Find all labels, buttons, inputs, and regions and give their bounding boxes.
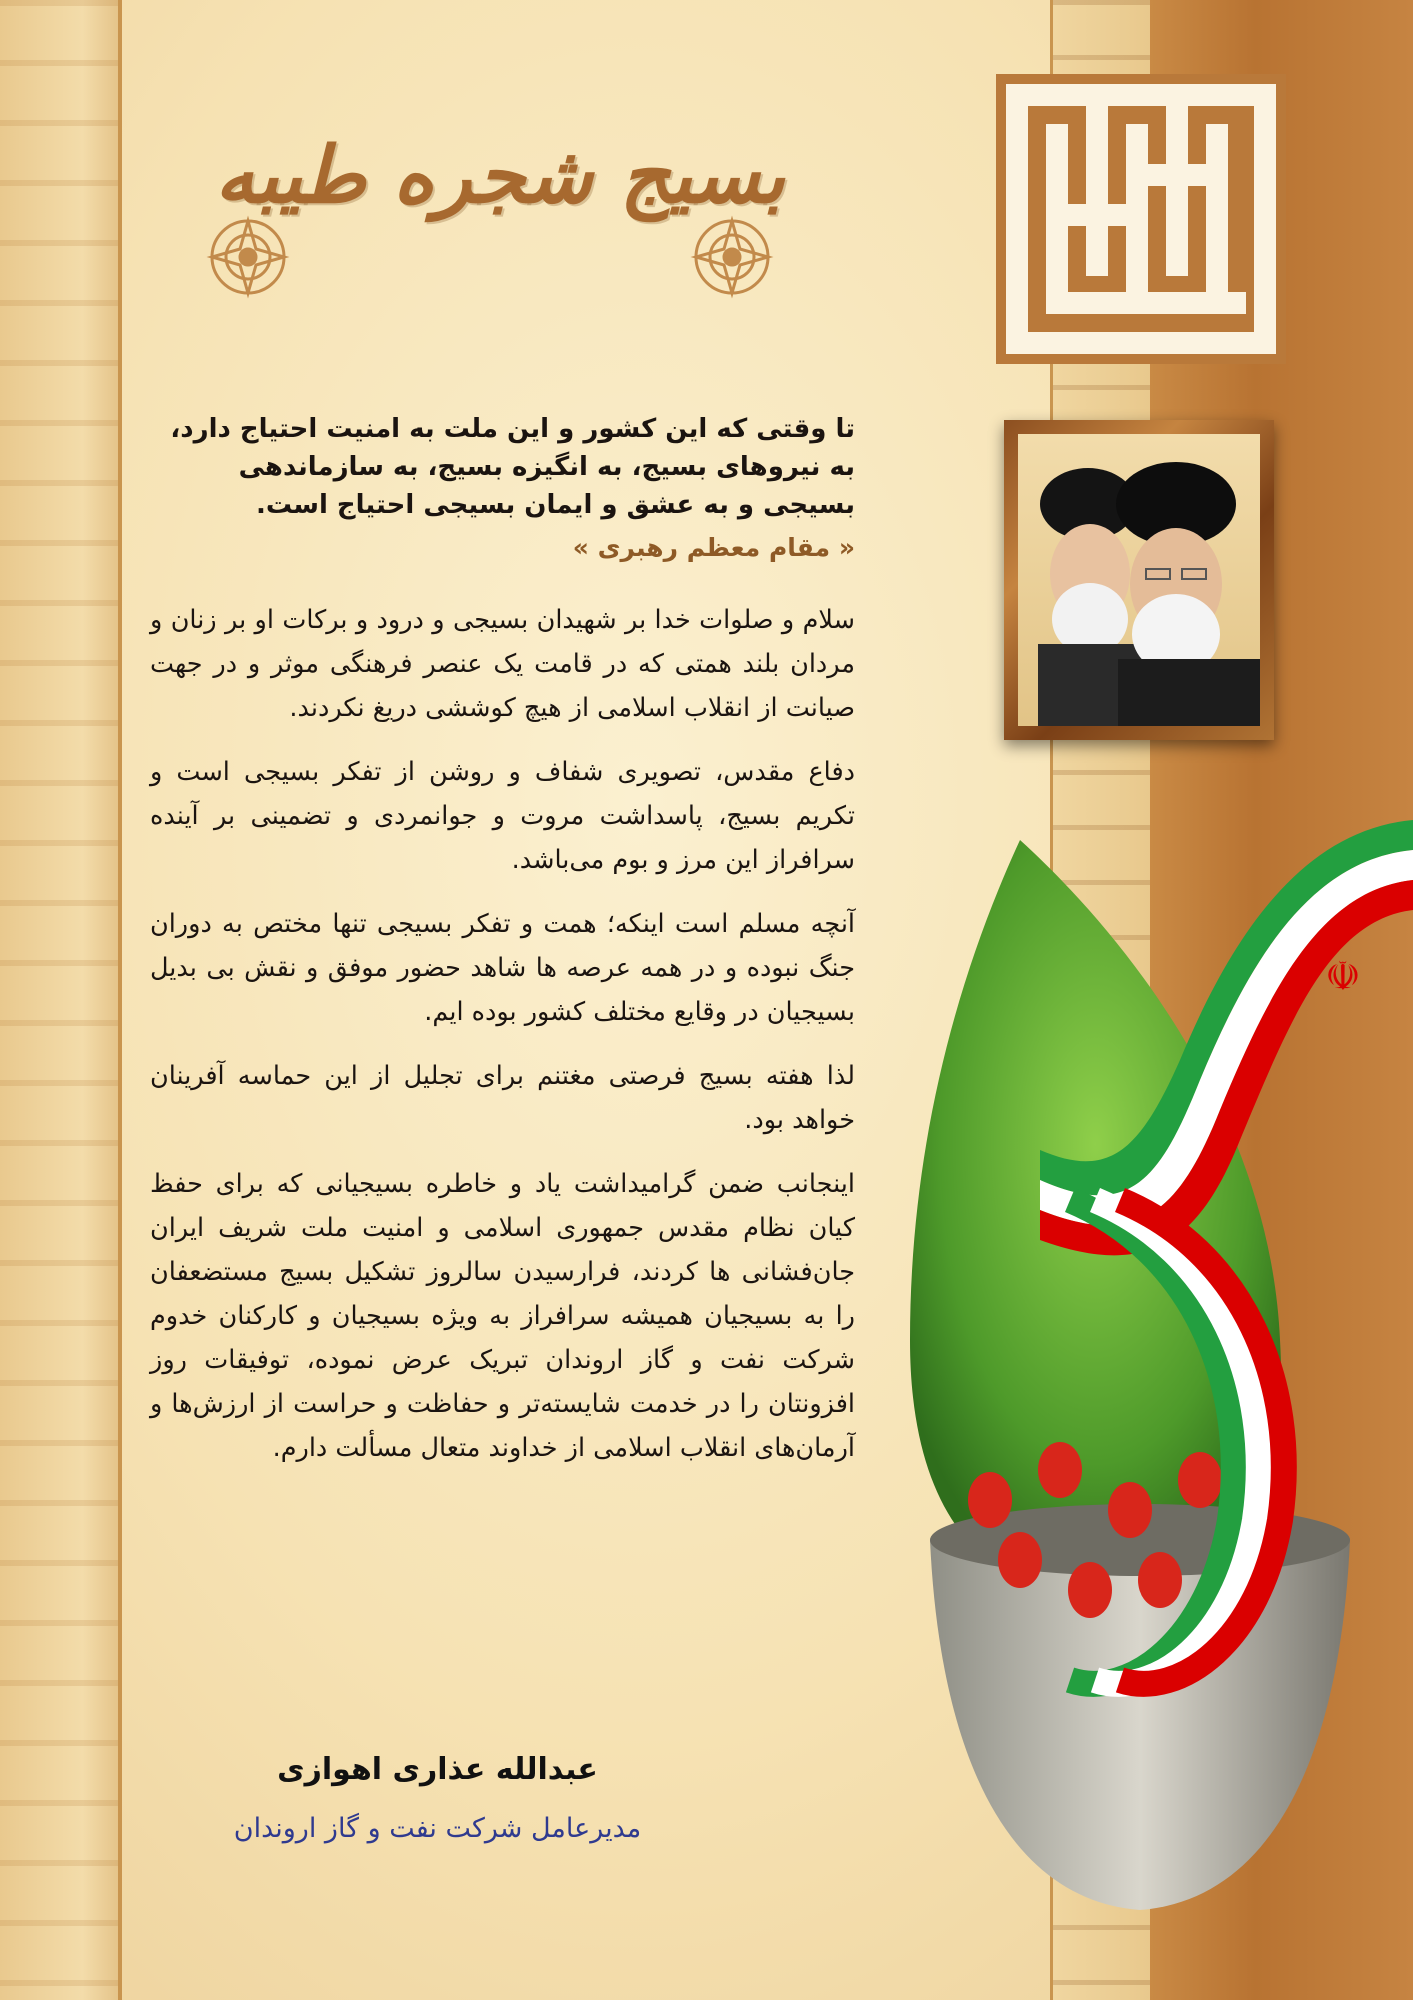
rosette-ornament-icon (690, 215, 774, 299)
left-ornament-border (0, 0, 122, 2000)
paragraph: لذا هفته بسیج فرصتی مغتنم برای تجلیل از این حماسه آفرینان خواهد بود. (150, 1061, 855, 1135)
svg-text:☫: ☫ (1325, 954, 1361, 1000)
paragraph: اینجانب ضمن گرامیداشت یاد و خاطره بسیجیانی که برای حفظ کیان نظام مقدس جمهوری اسلامی و امنیت ملت شریف ایران جان‌فشانی ها کردند، فرارسیدن سالروز تشکیل بسیج مستضعفان را به بسیجیان همیشه سرافراز به ویژه بسیجیان و کارکنان خدوم شرکت نفت و گاز اروندان تبریک عرض نموده، توفیقات روز افزونتان را در خدمت شایسته‌تر و حفاظت و حراست از ارزش‌ها و آرمان‌های انقلاب اسلامی از خداوند متعال مسألت دارم. (150, 1169, 855, 1463)
paragraph: دفاع مقدس، تصویری شفاف و روشن از تفکر بسیجی است و تکریم بسیج، پاسداشت مروت و جوانمردی و تضمینی بر آینده سرافراز این مرز و بوم می‌باشد. (150, 757, 855, 875)
rosette-ornament-icon (206, 215, 290, 299)
signatory-name: عبدالله عذاری اهوازی (277, 1752, 598, 1787)
kufic-bismillah-logo (996, 74, 1286, 364)
paragraph: سلام و صلوات خدا بر شهیدان بسیجی و درود و برکات او بر زنان و مردان بلند همتی که در قامت یک عنصر فرهنگی موثر و در جهت صیانت از انقلاب اسلامی از هیچ کوششی دریغ نکردند. (150, 605, 855, 723)
paragraph: آنچه مسلم است اینکه؛ همت و تفکر بسیجی تنها مختص به دوران جنگ نبوده و در همه عرصه ها شاهد حضور موفق و نقش بی بدیل بسیجیان در وقایع مختلف کشور بوده ایم. (150, 909, 855, 1027)
letter-body (150, 410, 855, 1490)
leader-quote: تا وقتی که این کشور و این ملت به امنیت احتیاج دارد، به نیروهای بسیج، به انگیزه بسیج، به سازماندهی بسیجی و به عشق و ایمان بسیجی احتیاج است. (170, 414, 855, 520)
page-title: بسیج شجره طیبه (214, 130, 786, 221)
portrait-image (1018, 434, 1260, 726)
cypress-flag-illustration (870, 820, 1413, 2000)
signatory-title: مدیرعامل شرکت نفت و گاز اروندان (233, 1813, 642, 1844)
portrait-frame (1004, 420, 1274, 740)
quote-source: « مقام معظم رهبری » (572, 533, 855, 562)
